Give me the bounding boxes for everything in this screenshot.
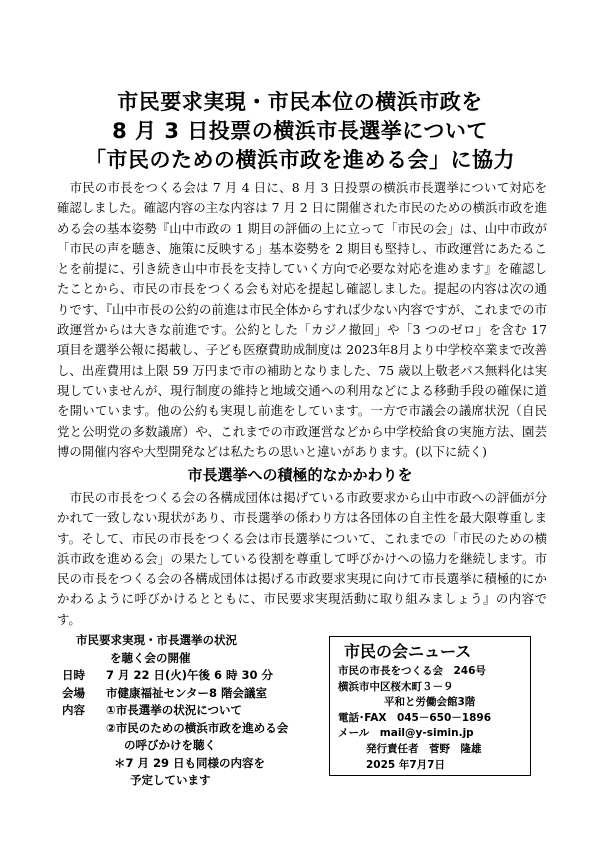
newsletter-details	[338, 664, 528, 773]
newsletter-address-1: 横浜市中区桜木町３－９	[338, 680, 454, 693]
event-content-row	[62, 702, 322, 720]
event-note-1: ＊7 月 29 日も同様の内容を	[114, 755, 266, 770]
event-heading-2: を聴く会の開催	[110, 650, 191, 665]
event-content-item-2-cont: の呼びかけを聴く	[124, 738, 216, 752]
event-date-value: 7 月 22 日(火)午後 6 時 30 分	[106, 668, 274, 682]
headline-line-3: 「市民のための横浜市政を進める会」に協力	[85, 148, 515, 172]
newsletter-mail: メール mail@y-simin.jp	[338, 727, 474, 740]
event-content-label: 内容	[62, 703, 85, 717]
event-venue-value: 市健康福祉センター8 階会議室	[106, 685, 268, 700]
newsletter-publisher: 発行責任者 菅野 隆雄	[366, 742, 482, 755]
event-announcement	[62, 632, 322, 790]
newsletter-title: 市民の会ニュース	[344, 642, 472, 661]
headline-line-2: 8 月 3 日投票の横浜市長選挙について	[112, 119, 488, 143]
event-date-row	[62, 667, 322, 685]
event-venue-label: 会場	[62, 685, 85, 700]
event-venue-row	[62, 685, 322, 703]
event-content-item-1: ①市長選挙の状況について	[106, 703, 243, 717]
article-paragraph-2: 市民の市長をつくる会の各構成団体は掲げている市政要求から山中市政への評価が分かれて一致しない現状があり、市長選挙の係わり方は各団体の自主性を最大限尊重します。そして、市民の市長をつくる会は市長選挙について、これまでの「市民のための横浜市政を進める会」の果たしている役割を尊重して呼びかけへの協力を継続します。市民の市長をつくる会の各構成団体は掲げる市政要求実現に向けて市長選挙に積極的にかかわるように呼びかけるとともに、市民要求実現活動に取り組みましょう』の内容です。	[57, 490, 547, 627]
event-date-label: 日時	[62, 668, 85, 682]
article-paragraph-1: 市民の市長をつくる会は 7 月 4 日に、8 月 3 日投票の横浜市長選挙について対応を確認しました。確認内容の主な内容は 7 月 2 日に開催された市民のための横浜市政を進める会の基本姿勢『山中市政の 1 期目の評価の上に立って「市民の会」は、山中市政が「市民の声を聴き、施策に反映する」基本姿勢を 2 期目も堅持し、市政運営にあたることを前提に、引き続き山中市長を支持していく方向で必要な対応を進めます』を確認したことから、市民の市長をつくる会も対応を提起し確認しました。提起の内容は次の通りです、『山中市長の公約の前進は市民全体からすれば少ない内容ですが、これまでの市政運営からは大きな前進です。公約とした「カジノ撤回」や「3 つのゼロ」を含む 17 項目を選挙公報に掲載し、子ども医療費助成制度は 2023年8月より中学校卒業まで改善し、出産費用は上限 59 万円まで市の補助となりました、75 歳以上敬老パス無料化は実現していませんが、現行制度の維持と地域交通への利用などによる移動手段の確保に道を開いています。他の公約も実現し前進をしています。一方で市議会の議席状況（自民党と公明党の多数議席）や、これまでの市政運営などから中学校給食の実施方法、園芸博の開催内容や大型開発などは私たちの思いと違いがあります。(以下に続く)	[57, 180, 547, 459]
headline-line-1: 市民要求実現・市民本位の横浜市政を	[117, 90, 483, 114]
newsletter-info-box	[329, 636, 531, 776]
newsletter-org: 市民の市長をつくる会 246号	[338, 665, 486, 677]
event-note-2: 予定しています	[130, 773, 211, 787]
newsletter-address-2: 平和と労働会館3階	[384, 696, 476, 709]
event-content-item-2: ②市民のための横浜市政を進める会	[106, 720, 289, 735]
newsletter-phone: 電話･FAX 045－650－1896	[338, 711, 491, 724]
newsletter-date: 2025 年7月7日	[366, 758, 445, 771]
article-subheading: 市長選挙への積極的なかかわりを	[187, 466, 413, 484]
event-heading-1: 市民要求実現・市長選挙の状況	[76, 633, 237, 647]
